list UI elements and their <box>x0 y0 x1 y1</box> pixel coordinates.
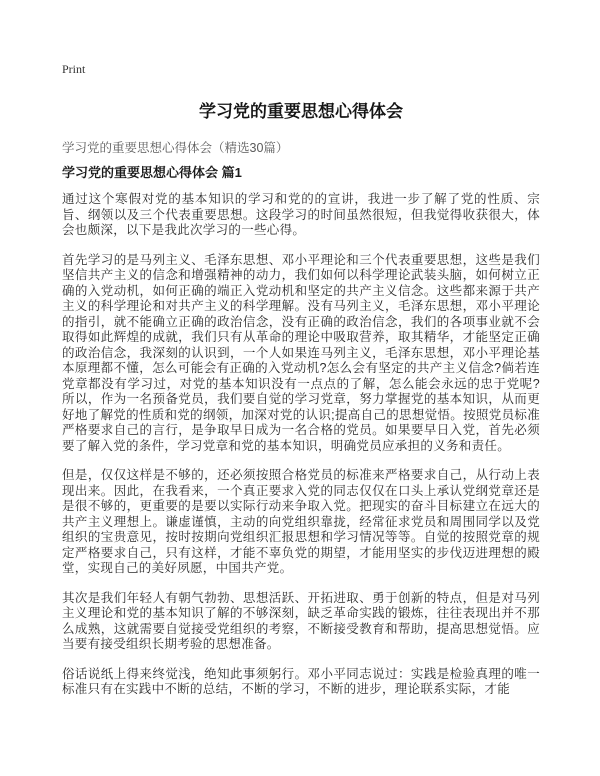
paragraph-4: 其次是我们年轻人有朝气勃勃、思想活跃、开拓进取、勇于创新的特点，但是对马列主义理论和党的基本知识了解的不够深刻，缺乏革命实践的锻炼，往往表现出并不那么成熟，这就需要自觉接受党组织的考察，不断接受教育和帮助，提高思想觉悟。应当要有接受组织长期考验的思想准备。 <box>62 590 540 651</box>
paragraph-5: 俗话说纸上得来终觉浅，绝知此事须躬行。邓小平同志说过：实践是检验真理的唯一标准只有在实践中不断的总结，不断的学习，不断的进步，理论联系实际，才能 <box>62 666 540 696</box>
paragraph-2: 首先学习的是马列主义、毛泽东思想、邓小平理论和三个代表重要思想，这些是我们坚信共产主义的信念和增强精神的动力，我们如何以科学理论武装头脑，如何树立正确的入党动机，如何正确的端正入党动机和坚定的共产主义信念。这些都来源于共产主义的科学理论和对共产主义的科学理解。没有马列主义，毛泽东思想，邓小平理论的指引，就不能确立正确的政治信念，没有正确的政治信念，我们的各项事业就不会取得如此辉煌的成就，我们只有从革命的理论中吸取营养，取其精华，才能坚定正确的政治信念，我深刻的认识到，一个人如果连马列主义，毛泽东思想，邓小平理论基本原理都不懂，怎么可能会有正确的入党动机?怎么会有坚定的共产主义信念?倘若连党章都没有学习过，对党的基本知识没有一点点的了解，怎么能会永远的忠于党呢?所以，作为一名预备党员，我们要自觉的学习党章，努力掌握党的基本知识，从而更好地了解党的性质和党的纲领，加深对党的认识;提高自己的思想觉悟。按照党员标准严格要求自己的言行，是争取早日成为一名合格的党员。如果要早日入党，首先必须要了解入党的条件，学习党章和党的基本知识，明确党员应承担的义务和责任。 <box>62 252 540 453</box>
print-link[interactable]: Print <box>62 62 86 76</box>
page-title: 学习党的重要思想心得体会 <box>199 102 403 121</box>
article-body <box>62 192 540 698</box>
article-subtitle: 学习党的重要思想心得体会（精选30篇） <box>62 141 289 155</box>
section-heading: 学习党的重要思想心得体会 篇1 <box>62 165 242 180</box>
paragraph-1: 通过这个寒假对党的基本知识的学习和党的的宣讲，我进一步了解了党的性质、宗旨、纲领以及三个代表重要思想。这段学习的时间虽然很短，但我觉得收获很大，体会也颇深，以下是我此次学习的一些心得。 <box>62 192 540 237</box>
paragraph-3: 但是，仅仅这样是不够的，还必须按照合格党员的标准来严格要求自己，从行动上表现出来。因此，在我看来，一个真正要求入党的同志仅仅在口头上承认党纲党章还是是很不够的，更重要的是要以实际行动来争取入党。把现实的奋斗目标建立在远大的共产主义理想上。谦虚谨慎，主动的向党组织靠拢，经常征求党员和周围同学以及党组织的宝贵意见，按时按期向党组织汇报思想和学习情况等等。自觉的按照党章的规定严格要求自己，只有这样，才能不辜负党的期望，才能用坚实的步伐迈进理想的殿堂，实现自己的美好夙愿，中国共产党。 <box>62 468 540 575</box>
